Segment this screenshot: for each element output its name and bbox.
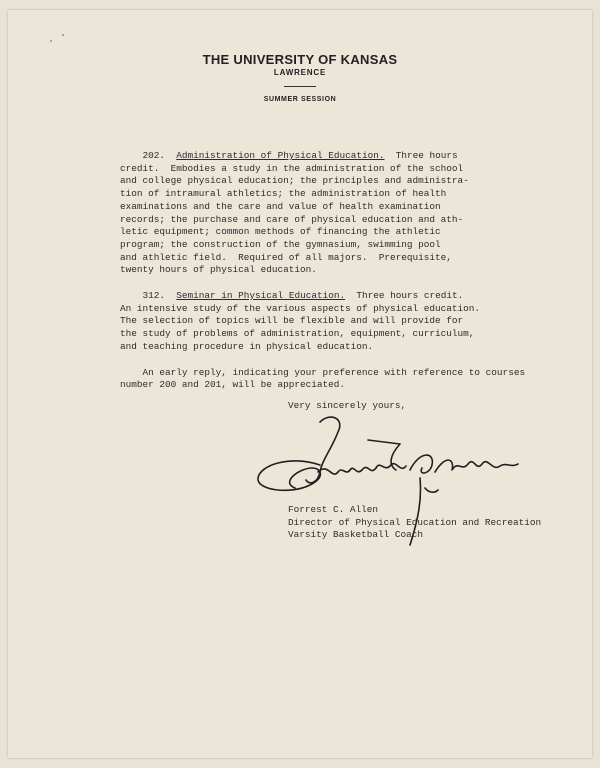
signer-title: Director of Physical Education and Recreation <box>288 516 542 528</box>
closing-phrase: Very sincerely yours, <box>288 400 407 411</box>
reply-line: number 200 and 201, will be appreciated. <box>120 379 346 391</box>
course-heading <box>120 290 500 303</box>
course-line: credit. Embodies a study in the administration of the school <box>120 162 464 174</box>
reply-line: An early reply, indicating your preference with reference to courses <box>120 366 526 378</box>
course-line: An intensive study of the various aspects of physical education. <box>120 302 481 314</box>
course-line: program; the construction of the gymnasium, swimming pool <box>120 238 441 250</box>
course-312 <box>120 290 500 354</box>
course-number: 202. <box>142 150 166 161</box>
letterhead-session: SUMMER SESSION <box>263 96 337 103</box>
signer-name: Forrest C. Allen <box>288 504 379 515</box>
letter-body <box>120 150 526 392</box>
course-line: and teaching procedure in physical education. <box>120 340 374 352</box>
course-title: Administration of Physical Education. <box>176 150 385 161</box>
course-line: examinations and the care and value of health examination <box>120 200 441 212</box>
course-line: letic equipment; common methods of financing the athletic <box>120 226 441 238</box>
course-line: and college physical education; the principles and administra- <box>120 175 469 187</box>
course-line: and athletic field. Required of all majors. Prerequisite, <box>120 251 452 263</box>
course-line: twenty hours of physical education. <box>120 264 317 276</box>
course-line: the study of problems of administration, equipment, curriculum, <box>120 328 475 340</box>
course-credit: Three hours <box>384 150 458 161</box>
course-number: 312. <box>142 290 166 302</box>
course-line: The selection of topics will be flexible and will provide for <box>120 315 464 327</box>
letterhead-divider <box>284 86 316 87</box>
letterhead-city: LAWRENCE <box>273 68 327 77</box>
course-202 <box>120 150 500 277</box>
signer-role: Varsity Basketball Coach <box>288 529 424 541</box>
paper-speck <box>50 40 52 42</box>
course-credit: Three hours credit. <box>345 290 464 302</box>
course-line: records; the purchase and care of physical education and ath- <box>120 213 464 225</box>
course-heading <box>120 150 500 163</box>
course-title: Seminar in Physical Education. <box>176 290 346 302</box>
reply-request <box>120 366 526 392</box>
paper-speck <box>62 34 64 36</box>
course-line: tion of intramural athletics; the administration of health <box>120 188 447 200</box>
letterhead-university: THE UNIVERSITY OF KANSAS <box>202 52 398 67</box>
signature-block <box>288 504 541 542</box>
